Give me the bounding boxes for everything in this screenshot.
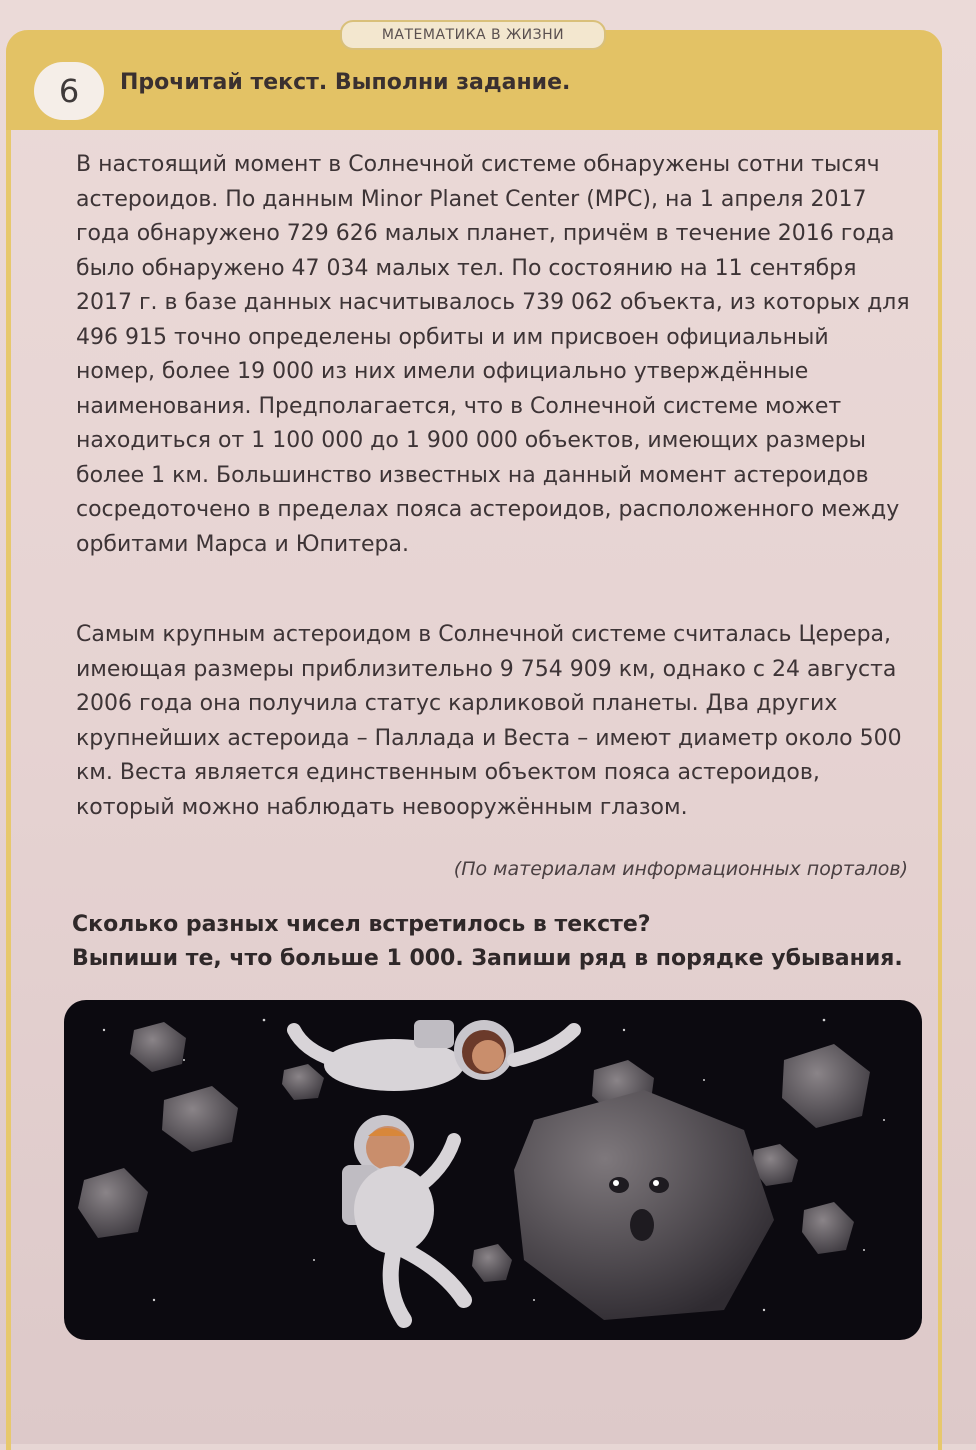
paragraph-largest-asteroids: Самым крупным астероидом в Солнечной системе считалась Церера, имеющая размеры приблизительно 9 754 909 км, однако с 24 августа 2006 года она получила статус карликовой планеты. Два других крупнейших астероида – Паллада и Веста – имеют диаметр около 500 км. Веста является единственным объектом пояса астероидов, который можно наблюдать невооружённым глазом.: [76, 622, 902, 820]
astronaut-bottom: [342, 1115, 464, 1320]
space-scene: [64, 1000, 922, 1340]
question-block: [72, 908, 952, 976]
question-line-1: Сколько разных чисел встретилось в тексте?: [72, 912, 651, 937]
paragraph-asteroids-count: В настоящий момент в Солнечной системе обнаружены сотни тысяч астероидов. По данным Minor Planet Center (MPC), на 1 апреля 2017 года обнаружено 729 626 малых планет, причём в течение 2016 года было обнаружено 47 034 малых тел. По состоянию на 11 сентября 2017 г. в базе данных насчитывалось 739 062 объекта, из которых для 496 915 точно определены орбиты и им присвоен официальный номер, более 19 000 из них имели официально утверждённые наименования. Предполагается, что в Солнечной системе может находиться от 1 100 000 до 1 900 000 объектов, имеющих размеры более 1 км. Большинство известных на данный момент астероидов сосредоточено в пределах пояса астероидов, расположенного между орбитами Марса и Юпитера.: [76, 152, 910, 557]
space-illustration: [64, 1000, 922, 1340]
source-note: (По материалам информационных порталов): [453, 858, 908, 880]
task-number: 6: [34, 62, 104, 120]
task-instruction: Прочитай текст. Выполни задание.: [120, 70, 571, 95]
astronaut-top: [294, 1020, 574, 1091]
section-title: МАТЕМАТИКА В ЖИЗНИ: [340, 20, 606, 50]
question-line-2: Выпиши те, что больше 1 000. Запиши ряд в порядке убывания.: [72, 946, 903, 971]
